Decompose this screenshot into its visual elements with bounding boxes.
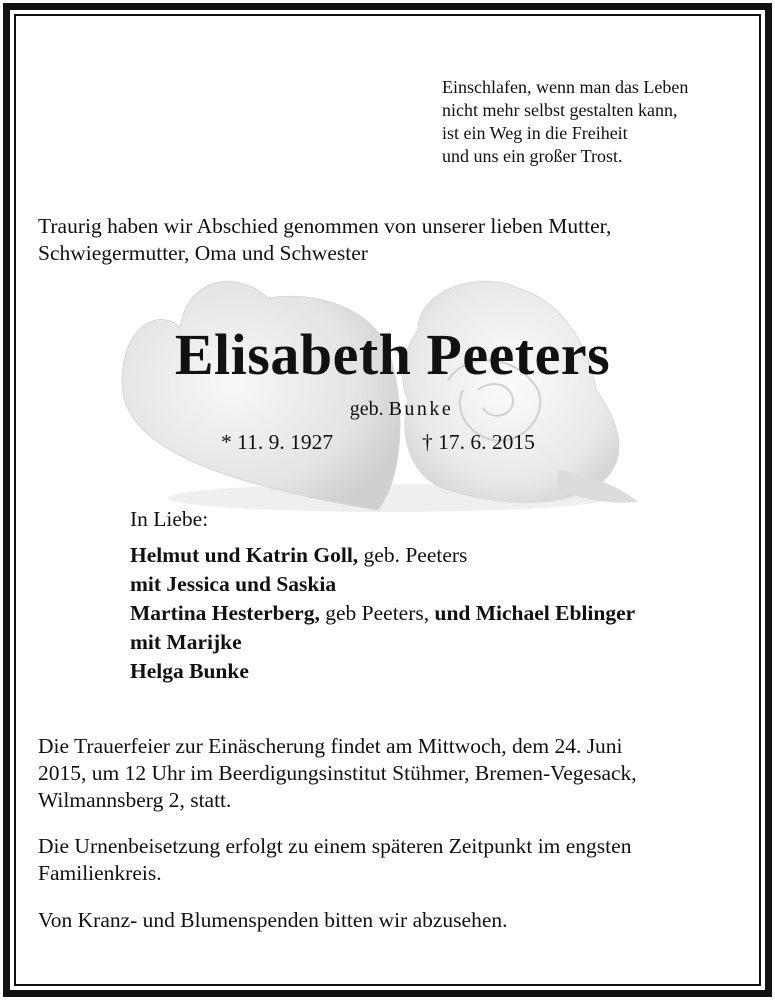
mourner-line [130,570,750,599]
funeral-line: Die Trauerfeier zur Einäscherung findet am Mittwoch, dem 24. Juni [38,734,623,758]
mourners-list [130,541,750,686]
intro-line: Traurig haben wir Abschied genommen von unserer lieben Mutter, [38,214,612,238]
mourner-name: und Michael Eblinger [434,601,636,625]
urn-line: Die Urnenbeisetzung erfolgt zu einem späteren Zeitpunkt im engsten [38,834,632,858]
mourner-name: Helga Bunke [130,659,249,683]
heart-stone-shape [122,281,400,510]
mourner-line [130,657,750,686]
flowers-line: Von Kranz- und Blumenspenden bitten wir abzusehen. [38,908,508,932]
mourner-name: mit Marijke [130,630,242,654]
motto-line: ist ein Weg in die Freiheit [442,123,628,143]
mourner-note: geb Peeters, [319,601,435,625]
heart-and-rose-image [118,270,648,520]
mourner-line [130,599,750,628]
funeral-info [38,733,753,814]
birth-date: * 11. 9. 1927 [221,430,334,454]
mourner-name: mit Jessica und Saskia [130,572,337,596]
in-love-label: In Liebe: [130,507,209,531]
funeral-line: Wilmannsberg 2, statt. [38,788,232,812]
mourner-note: geb. Peeters [358,543,468,567]
intro-text [38,213,748,267]
mourner-name: Martina Hesterberg, [130,601,320,625]
funeral-line: 2015, um 12 Uhr im Beerdigungsinstitut Stühmer, Bremen-Vegesack, [38,761,637,785]
mourner-name: Helmut und Katrin Goll, [130,543,359,567]
motto-verse [442,76,742,168]
rose-shape [403,281,638,502]
motto-line: Einschlafen, wenn man das Leben [442,77,689,97]
maiden-name [0,397,775,421]
urn-info [38,833,753,887]
death-date: † 17. 6. 2015 [422,430,535,454]
urn-line: Familienkreis. [38,861,162,885]
motto-line: und uns ein großer Trost. [442,146,623,166]
motto-line: nicht mehr selbst gestalten kann, [442,100,678,120]
maiden-prefix: geb. [349,398,384,420]
flowers-note [38,907,753,934]
mourner-line [130,628,750,657]
intro-line: Schwiegermutter, Oma und Schwester [38,241,368,265]
deceased-name: Elisabeth Peeters [174,322,611,387]
mourner-line [130,541,750,570]
maiden-surname: Bunke [388,398,454,420]
